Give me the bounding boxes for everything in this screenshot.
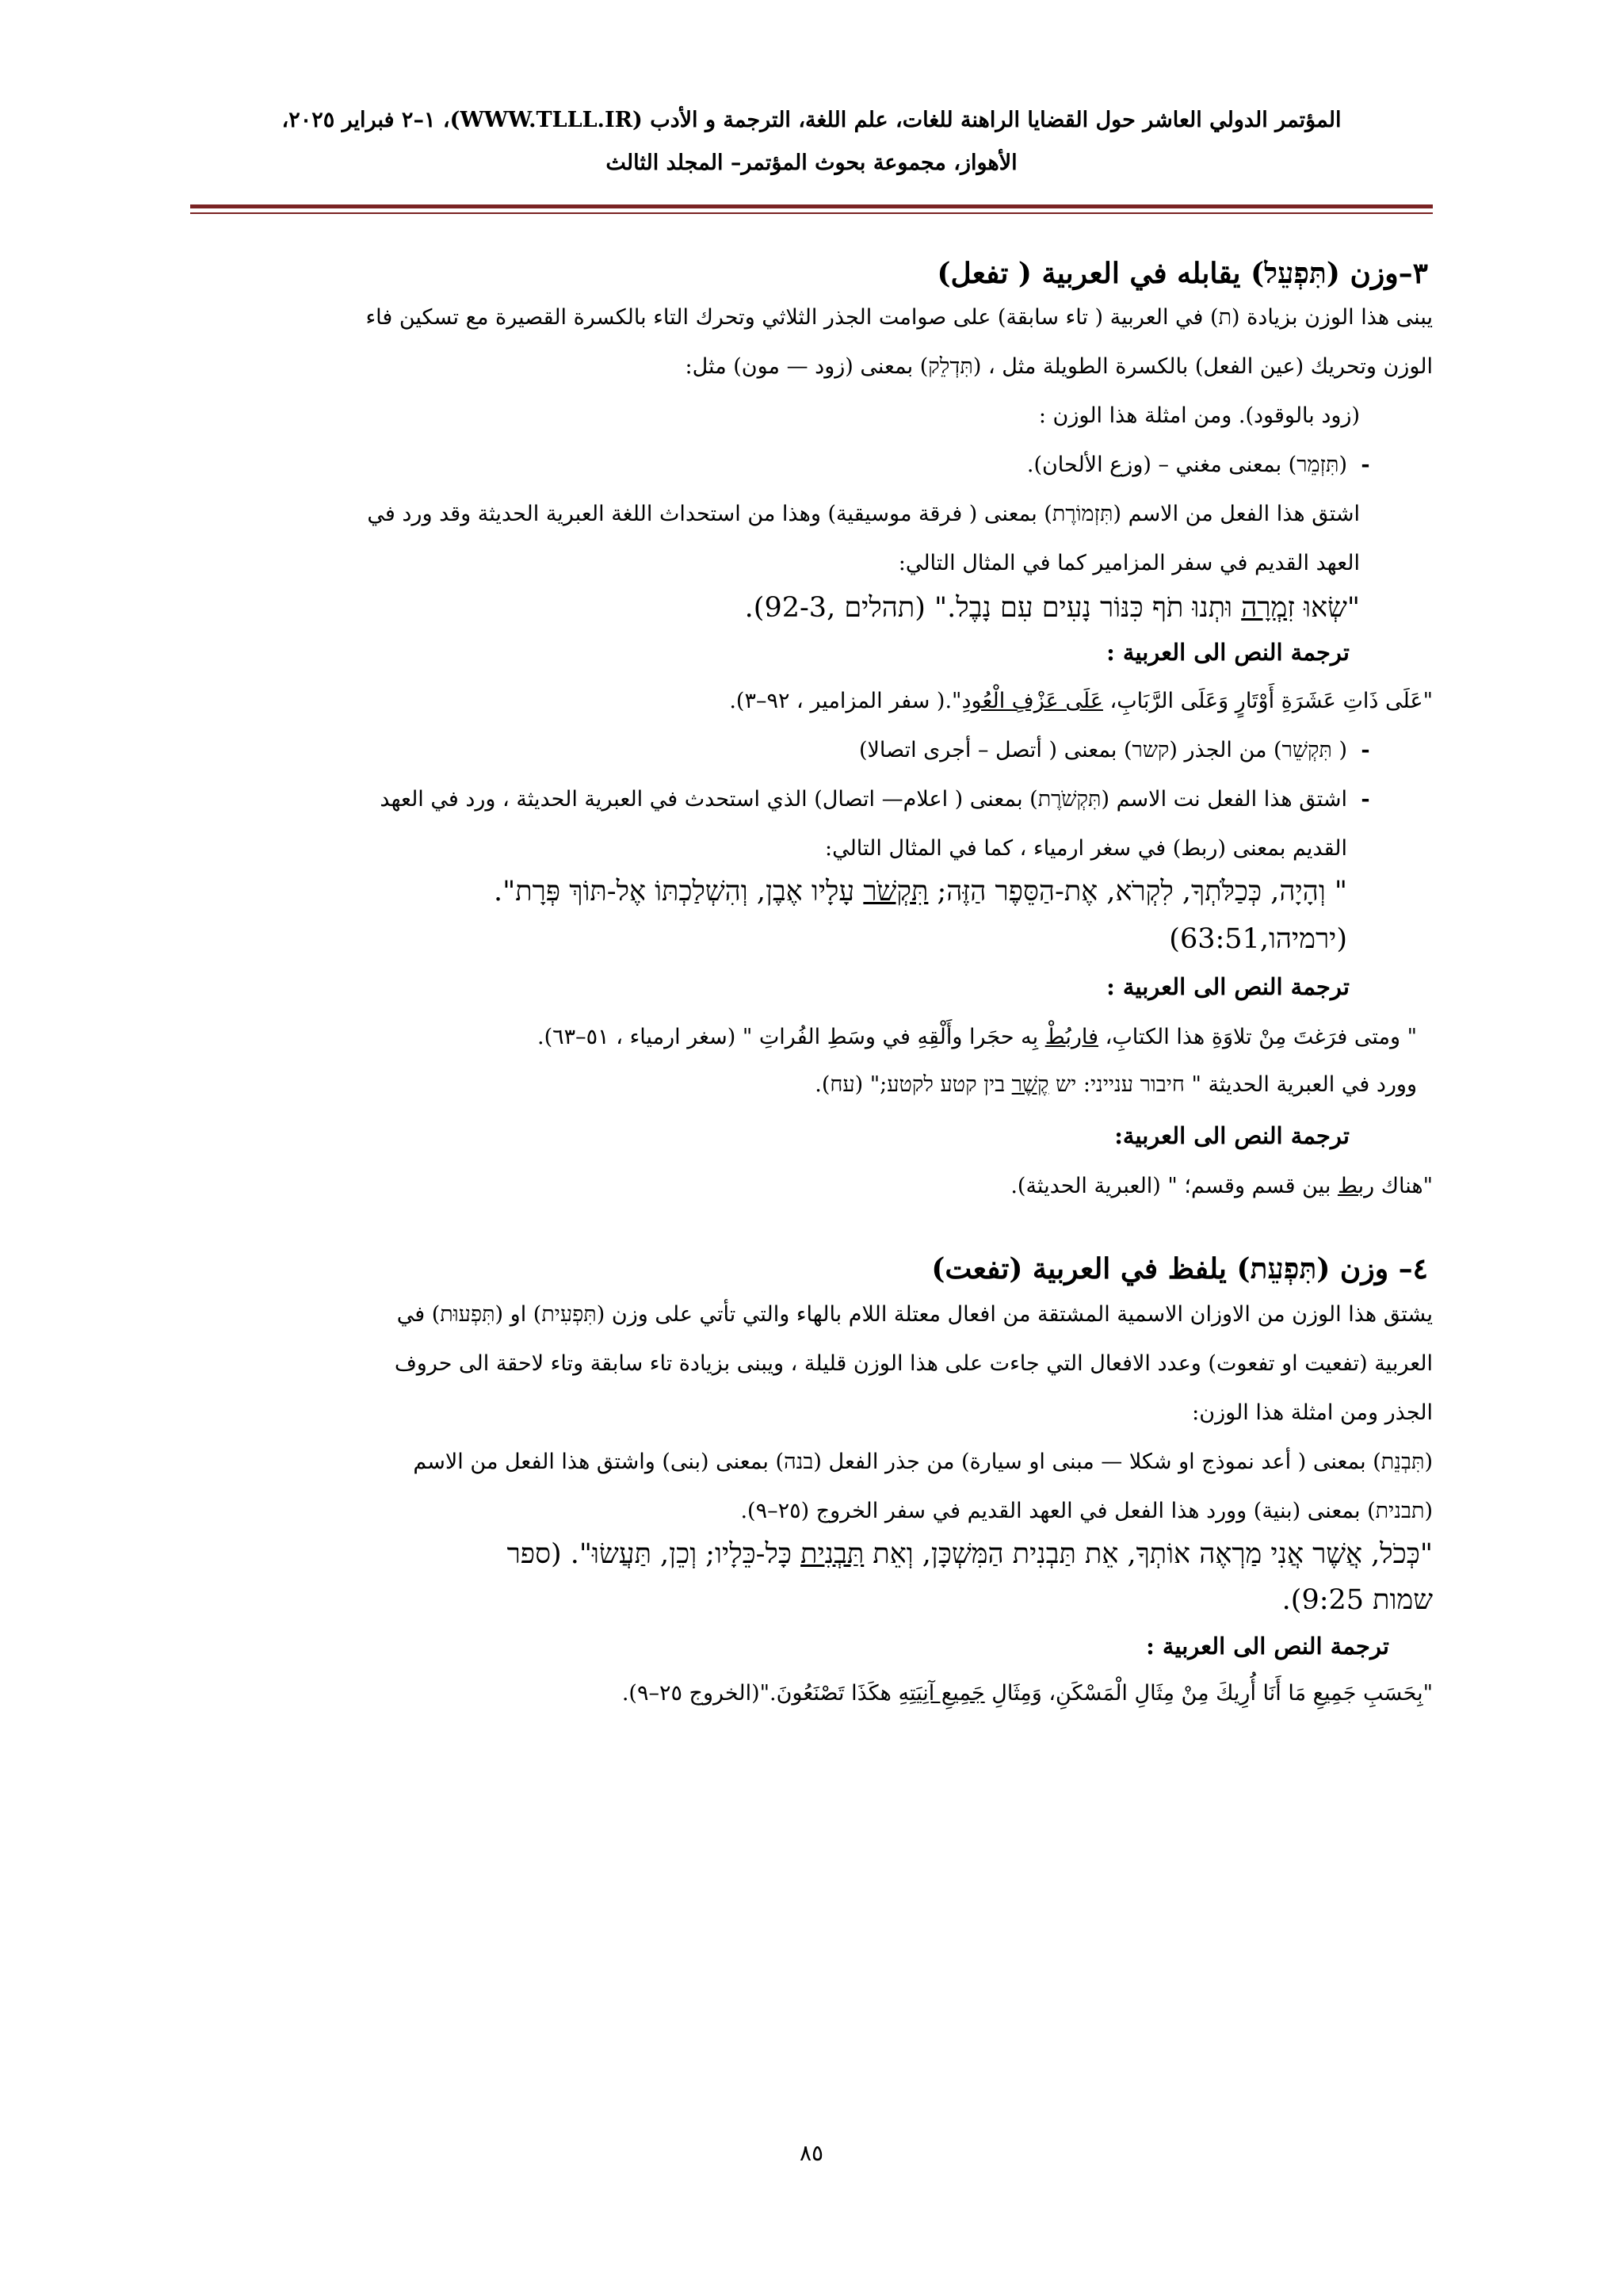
header-line-2: الأهواز، مجموعة بحوث المؤتمر– المجلد الثالث [605,151,1018,175]
paragraph-line: الجذر ومن امثلة هذا الوزن: [1192,1400,1433,1425]
paragraph-line: القديم بمعنى (ربط) في سغر ارمياء ، كما في المثال التالي: [824,836,1347,861]
paragraph-line: الوزن وتحريك (عين الفعل) بالكسرة الطويلة مثل ، (תִּדְלֵק) بمعنى (زود — مون) مثل: [685,354,1433,379]
page-body [190,257,1433,1706]
header-rule-thin [190,212,1433,214]
quote-text: "هناك [1374,1174,1433,1198]
section-4-heading: ٤– وزن (תִּפְעֵת) يلفظ في العربية (تفعت) [931,1252,1428,1286]
example-underlined: קֶשֶׁר [1011,1072,1049,1097]
quote-text: "כְּכֹל, אֲשֶׁר אֲנִי מַרְאֶה אוֹתְךָ, אֵת תַּבְנִית הַמִּשְׁכָּן, וְאֵת [864,1538,1433,1570]
section-3-heading: ٣–وزن (תִּפְעֵל) يقابله في العربية ( تفعل) [937,257,1428,290]
quote-underlined: ربط [1337,1174,1375,1198]
quote-underlined: זִמְרָה [1241,592,1296,624]
modern-hebrew-example [190,1073,1417,1097]
quote-text: " ومتى فرَغتَ مِنْ تلاوَةِ هذا الكتابِ، [1098,1025,1417,1049]
paragraph-line: العهد القديم في سفر المزامير كما في المثال التالي: [898,551,1360,575]
header-line-1: المؤتمر الدولي العاشر حول القضايا الراهنة للغات، علم اللغة، الترجمة و الأدب (WWW.TLLL.IR)، ١–٢ فبراير ٢٠٢٥، [281,108,1342,132]
paragraph-line: يبنى هذا الوزن بزيادة (ת) في العربية ( تاء سابقة) على صوامت الجذر الثلاثي وتحرك التاء بالكسرة القصيرة مع تسكين فاء [365,305,1433,330]
conference-header [190,99,1433,185]
bullet-text: اشتق هذا الفعل نت الاسم (תִּקְשֹׁרֶת) بمعنى ( اعلام— اتصال) الذي استحدث في العبرية الحديثة ، ورد في العهد [380,787,1347,812]
arabic-quote [190,1026,1417,1049]
quote-underlined: תִּקְשֹׁר [863,876,929,907]
example-text: בין קטע לקטע;" (עח). [815,1072,1012,1097]
bullet-item [190,739,1384,762]
quote-underlined: תַּבְנִית [800,1538,865,1570]
quote-text: هكَذَا تَصْنَعُونَ."(الخروج ٢٥–٩). [621,1681,899,1706]
quote-text: "بِحَسَبِ جَمِيعِ مَا أَنَا أُرِيكَ مِنْ مِثَالِ الْمَسْكَنِ، وَمِثَالِ [984,1681,1433,1706]
quote-text: بين قسم وقسم؛ " (العبرية الحديثة). [1010,1174,1338,1198]
arabic-quote [190,1682,1433,1706]
paragraph-line: اشتق هذا الفعل من الاسم (תִּזְמוֹרֶת) بمعنى ( فرقة موسيقية) وهذا من استحداث اللغة العبرية الحديثة وقد ورد في [367,502,1360,526]
quote-text: וּתְנוּ תֹף כִּנּוֹר נָעִים עִם נָבֶל." (תהלים ,92-3). [744,592,1242,624]
bullet-item [190,453,1384,477]
translation-heading: ترجمة النص الى العربية : [1146,1633,1389,1660]
quote-underlined: فاربُطْ [1044,1025,1099,1049]
bullet-text: ( תִּקְשֵׁר) من الجذر (קשר) بمعنى ( أتصل – أجرى اتصالا) [859,738,1347,762]
quote-text: ".( سفر المزامير ، ٩٢–٣). [729,689,962,713]
bullet-item [190,788,1384,812]
quote-text: " וְהָיָה, כְּכַלֹּתְךָ, לִקְרֹא, אֶת-הַסֵּפֶר הַזֶּה; [928,876,1347,907]
bullet-dash-icon: - [1361,787,1370,812]
quote-text: بِه حجَرا وأَلْقِهِ في وسَطِ الفُراتِ " (سغر ارمياء ، ٥١–٦٣). [537,1025,1045,1049]
quote-text: כָּל-כֵּלָיו; וְכֵן, תַּעֲשׂוּ". (ספר [506,1538,801,1570]
quote-underlined: عَلَى عَزْفِ الْعُودِ [961,689,1103,713]
bullet-text: (תִּזְמֵר) بمعنى مغني – (وزع الألحان). [1026,453,1347,477]
page-number: ٨٥ [799,2140,824,2166]
example-text: وورد في العبرية الحديثة " חיבור ענייני: יש [1048,1072,1417,1097]
quote-text: "عَلَى ذَاتِ عَشَرَةِ أَوْتَارٍ وَعَلَى الرَّبَابِ، [1102,689,1433,713]
paragraph-line: العربية (تفعيت او تفعوت) وعدد الافعال التي جاءت على هذا الوزن قليلة ، ويبنى بزيادة تاء سابقة وتاء لاحقة الى حروف [394,1351,1433,1376]
translation-heading: ترجمة النص الى العربية : [1106,639,1350,666]
hebrew-quote [190,1538,1433,1570]
hebrew-quote [190,592,1360,624]
bullet-dash-icon: - [1361,738,1370,762]
quote-text: עָלָיו אֶבֶן, וְהִשְׁלַכְתּוֹ אֶל-תּוֹךְ פְּרָת". [494,876,864,907]
quote-text: "שְׂאוּ [1295,592,1360,624]
quote-reference: שמות 9:25). [1281,1584,1433,1616]
quote-reference: (ירמיהו,63:51) [1169,923,1347,955]
paragraph-line: يشتق هذا الوزن من الاوزان الاسمية المشتقة من افعال معتلة اللام بالهاء والتي تأتي على وزن (תִּפְעִית) او (תִּפְעוּת) في [396,1302,1433,1327]
translation-heading: ترجمة النص الى العربية: [1114,1122,1350,1149]
paragraph-line: (תִּבְנֵת) بمعنى ( أعد نموذج او شكلا — مبنى او سيارة) من جذر الفعل (בנה) بمعنى (بنى) واشتق هذا الفعل من الاسم [413,1450,1433,1474]
translation-heading: ترجمة النص الى العربية : [1106,973,1350,1000]
paragraph-line: (תבנית) بمعنى (بنية) وورد هذا الفعل في العهد القديم في سفر الخروج (٢٥–٩). [740,1499,1433,1523]
arabic-quote [190,690,1433,713]
paragraph-line: (زود بالوقود). ومن امثلة هذا الوزن : [1038,403,1360,428]
arabic-quote [190,1175,1433,1198]
quote-underlined: جَمِيعِ آنِيَتِهِ [898,1681,985,1706]
header-rule-thick [190,204,1433,208]
hebrew-quote [190,876,1347,907]
bullet-dash-icon: - [1361,453,1370,477]
